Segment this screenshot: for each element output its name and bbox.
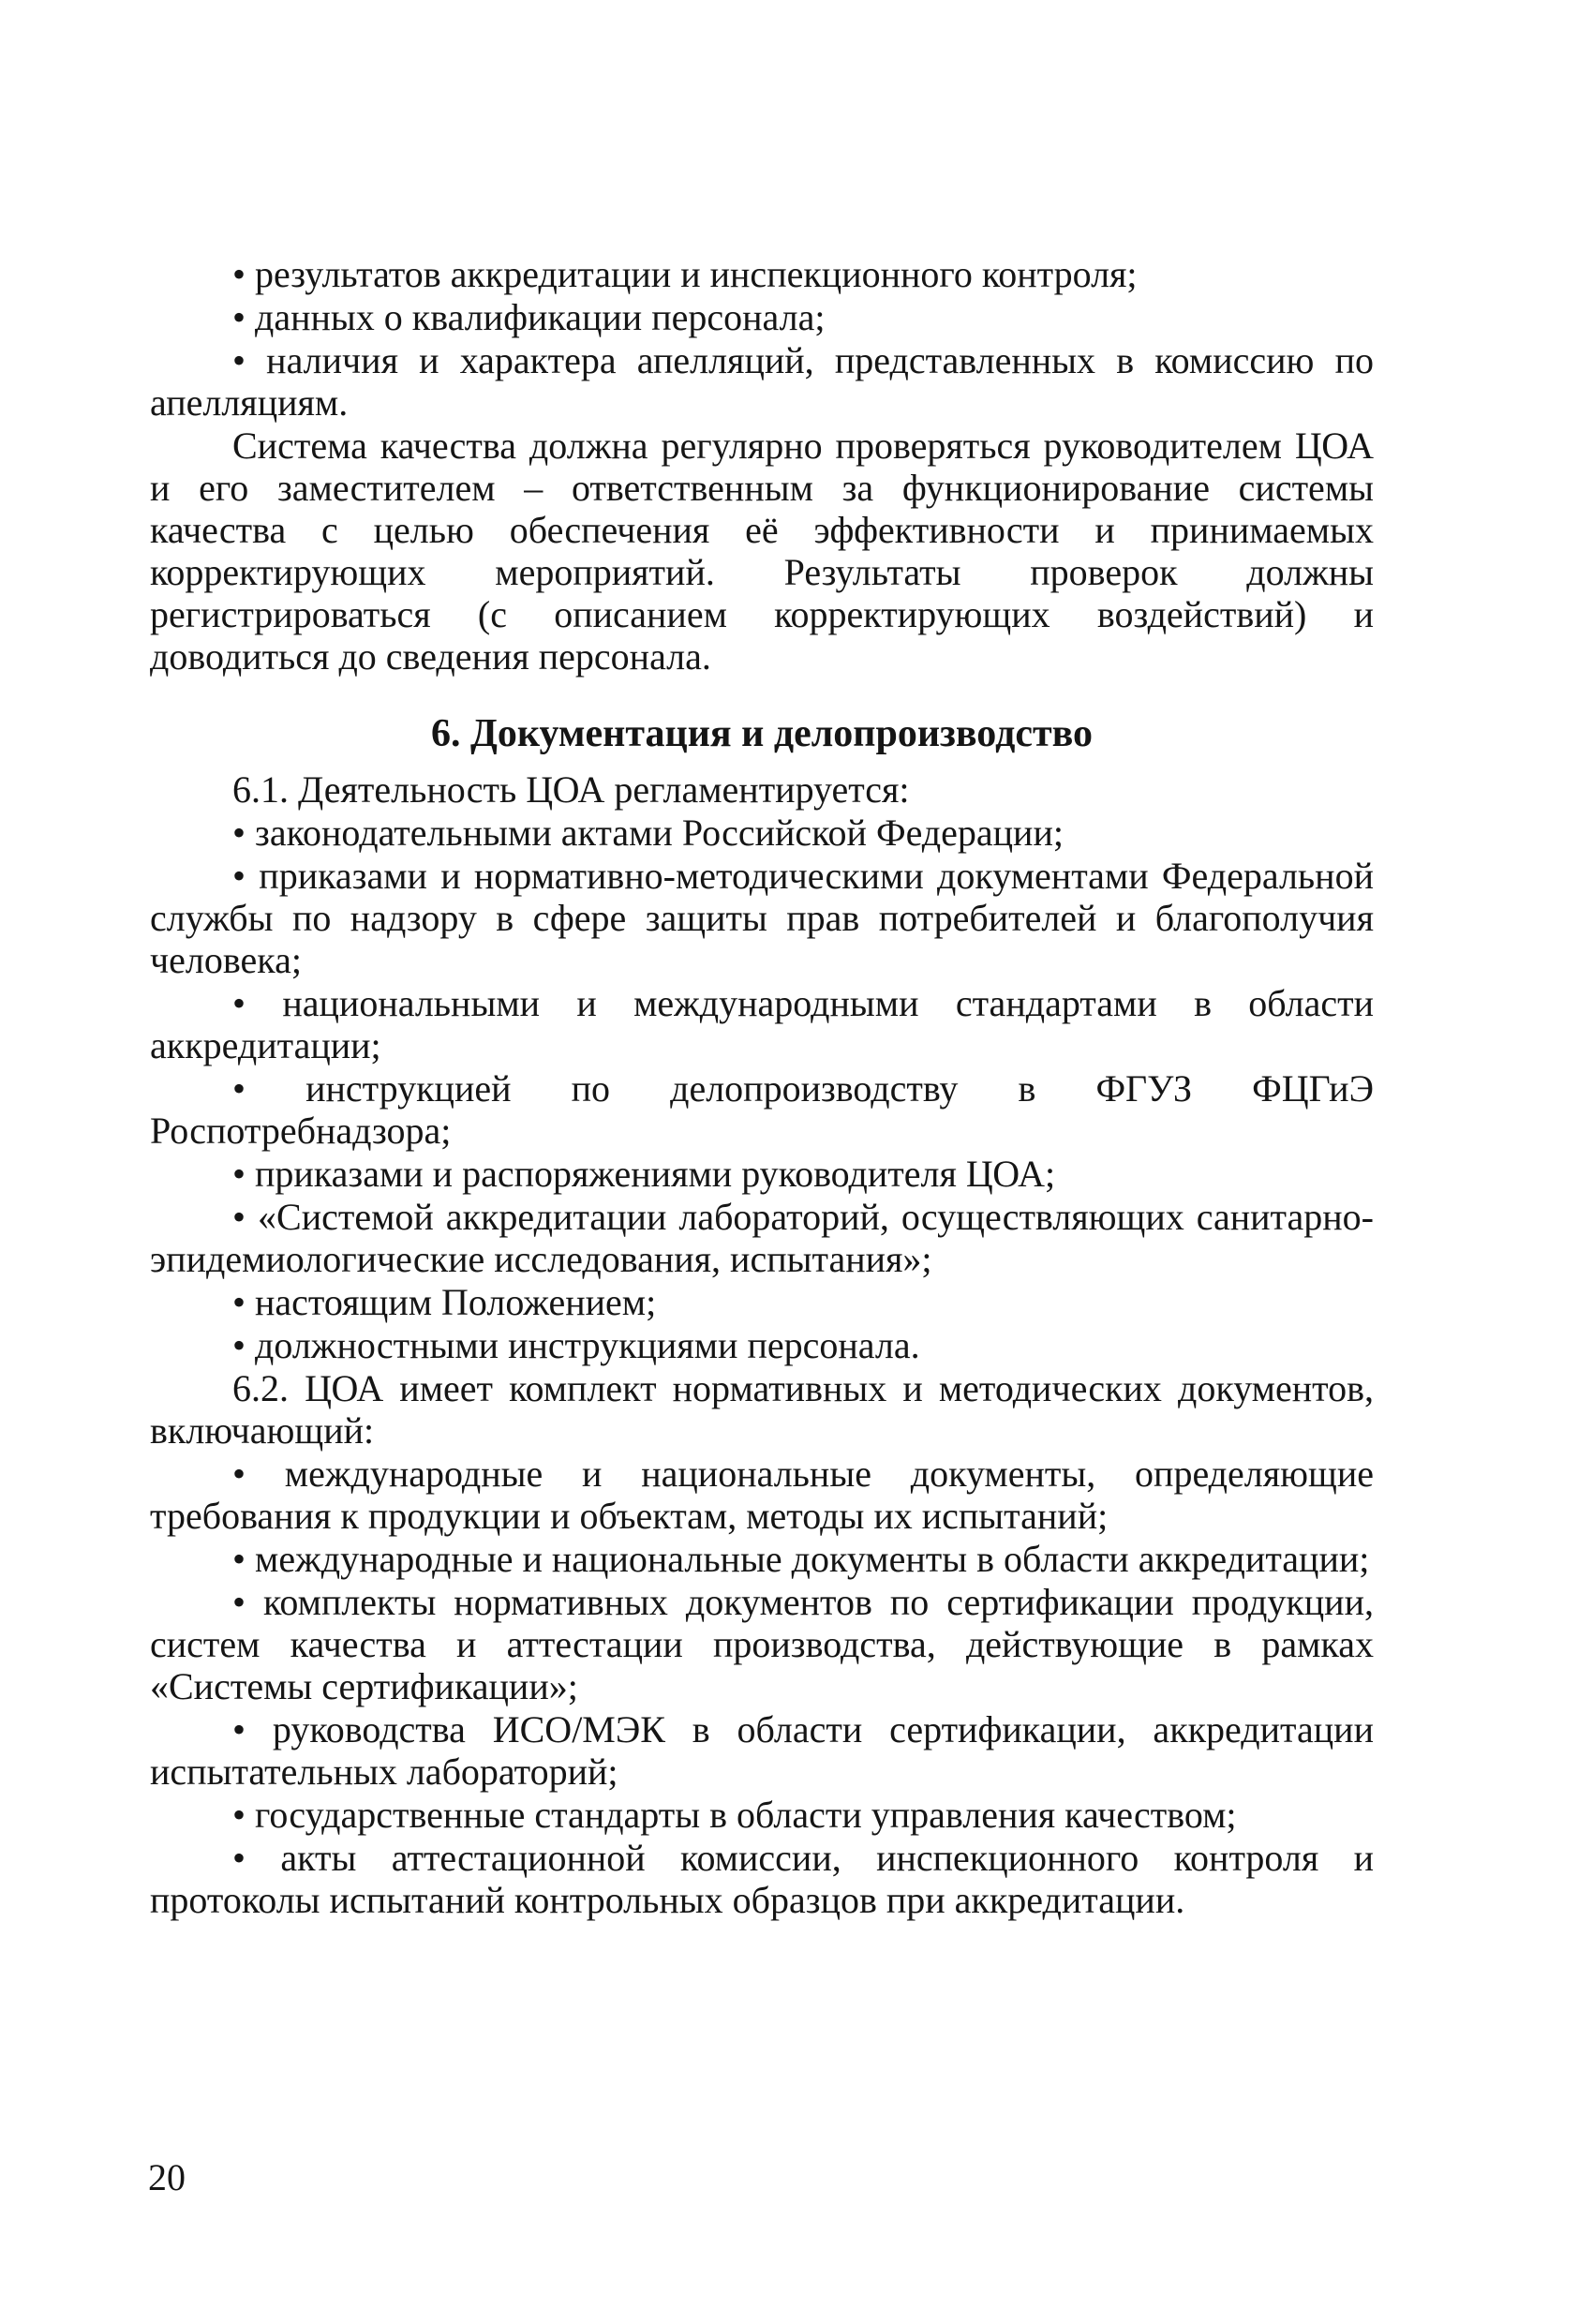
clause-6-2: 6.2. ЦОА имеет комплект нормативных и методических документов, включающий: (150, 1367, 1374, 1452)
list-item: • должностными инструкциями персонала. (150, 1324, 1374, 1366)
list-item: • настоящим Положением; (150, 1281, 1374, 1323)
list-item: • комплекты нормативных документов по сертификации продукции, систем качества и аттестации производства, действующие в рамках «Системы сертификации»; (150, 1581, 1374, 1707)
list-item: • руководства ИСО/МЭК в области сертификации, аккредитации испытательных лабораторий; (150, 1708, 1374, 1793)
list-item: • национальными и международными стандартами в области аккредитации; (150, 982, 1374, 1066)
page-number: 20 (148, 2156, 186, 2198)
list-item: • приказами и нормативно-методическими документами Федеральной службы по надзору в сфере защиты прав потребителей и благополучия человека; (150, 855, 1374, 981)
list-item: • международные и национальные документы, определяющие требования к продукции и объектам, методы их испытаний; (150, 1452, 1374, 1537)
quality-system-paragraph: Система качества должна регулярно проверяться руководителем ЦОА и его заместителем – ответственным за функционирование системы качества с целью обеспечения её эффективности и принимаемых корректирующих мероприятий. Результаты проверок должны регистрироваться (с описанием корректирующих воздействий) и доводиться до сведения персонала. (150, 425, 1374, 678)
section-heading: 6. Документация и делопроизводство (430, 712, 1094, 755)
list-item: • законодательными актами Российской Федерации; (150, 812, 1374, 854)
list-item: • результатов аккредитации и инспекционного контроля; (150, 253, 1374, 295)
list-item: • данных о квалификации персонала; (150, 296, 1374, 338)
list-item: • государственные стандарты в области управления качеством; (150, 1794, 1374, 1836)
list-item: • приказами и распоряжениями руководителя ЦОА; (150, 1153, 1374, 1195)
clause-6-1: 6.1. Деятельность ЦОА регламентируется: (232, 768, 910, 811)
document-page (150, 253, 1374, 1922)
list-item: • акты аттестационной комиссии, инспекционного контроля и протоколы испытаний контрольных образцов при аккредитации. (150, 1837, 1374, 1921)
list-item: • наличия и характера апелляций, представленных в комиссию по апелляциям. (150, 339, 1374, 424)
list-item: • «Системой аккредитации лабораторий, осуществляющих санитарно-эпидемиологические исследования, испытания»; (150, 1196, 1374, 1280)
list-item: • инструкцией по делопроизводству в ФГУЗ ФЦГиЭ Роспотребнадзора; (150, 1067, 1374, 1152)
list-item: • международные и национальные документы в области аккредитации; (150, 1538, 1374, 1580)
